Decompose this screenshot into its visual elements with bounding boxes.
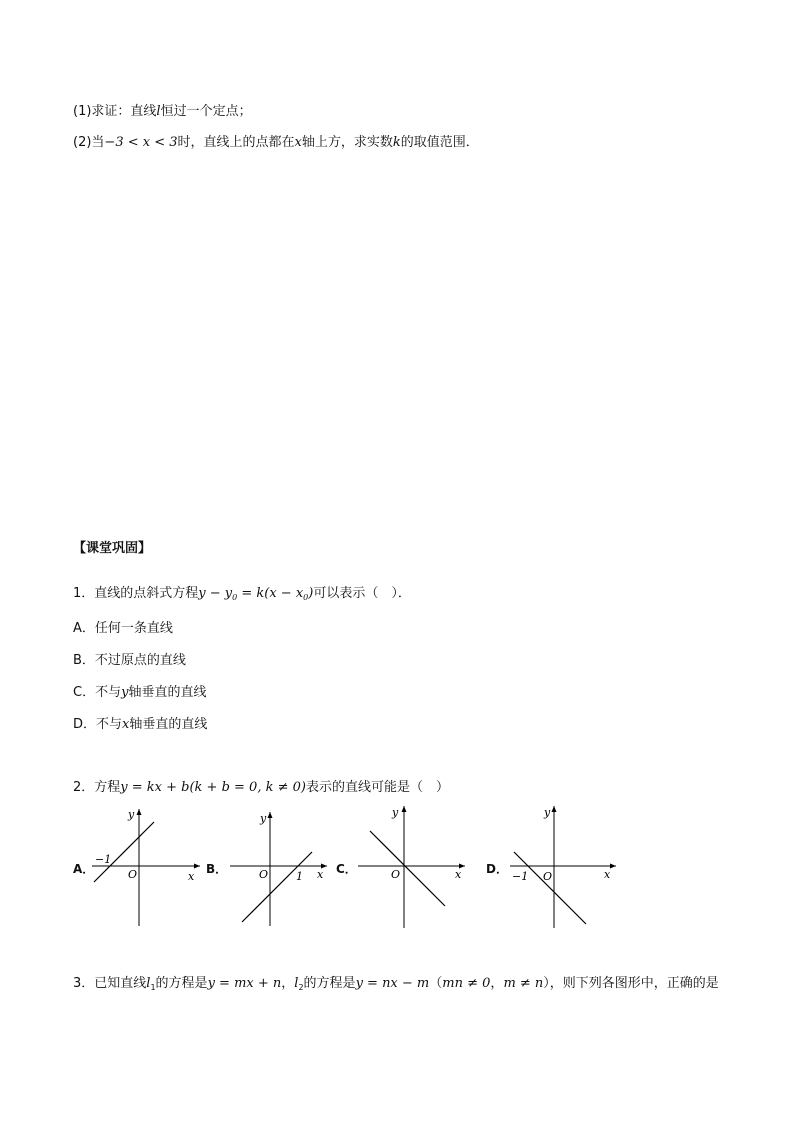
q2-equation: y = kx + b(k + b = 0, k ≠ 0) xyxy=(120,780,306,795)
q2-graph-a-label[interactable]: A． xyxy=(73,862,95,876)
graph-b-x-label: x xyxy=(317,868,324,881)
q1-stem-b: 可以表示（ ）． xyxy=(313,586,411,601)
part2-line xyxy=(73,134,479,152)
graph-c-y-arrow-icon xyxy=(402,806,407,812)
q3-text-e: （ xyxy=(429,976,443,991)
graph-c-y-label: y xyxy=(392,806,399,819)
q1-eq-sub0: 0 xyxy=(232,593,238,602)
part1-var: l xyxy=(156,104,161,119)
q3-text-c: ， xyxy=(281,976,295,991)
q1-eq-b: = k(x − x xyxy=(237,586,304,601)
q1-option-c-label: C． xyxy=(73,685,96,700)
q3-cond2: m ≠ n xyxy=(503,976,544,991)
graph-d-line xyxy=(514,852,586,924)
graph-d-x-arrow-icon xyxy=(610,864,616,869)
graph-d-x-label: x xyxy=(604,868,611,881)
q1-option-d-tail: 轴垂直的直线 xyxy=(129,717,208,732)
part2-mid: 时，直线上的点都在 xyxy=(177,135,295,150)
section-title: 【课堂巩固】 xyxy=(73,541,152,556)
part2-axis: x xyxy=(294,135,302,150)
q2-graph-b[interactable] xyxy=(226,804,331,929)
q2-graph-c[interactable] xyxy=(354,804,469,929)
q2-graph-b-label[interactable]: B． xyxy=(206,862,228,876)
q3-cond1: mn ≠ 0 xyxy=(442,976,491,991)
graph-a-origin: O xyxy=(128,868,138,881)
graph-b-origin: O xyxy=(259,868,269,881)
q3-text-b: 的方程是 xyxy=(155,976,208,991)
part1-line xyxy=(73,103,252,121)
part2-condition: −3 < x < 3 xyxy=(104,135,178,150)
graph-a-x-label: x xyxy=(188,870,195,883)
q2-graph-a[interactable] xyxy=(88,804,203,929)
q1-option-b-label: B． xyxy=(73,653,95,668)
part1-prefix: (1)求证：直线 xyxy=(73,104,157,119)
graph-d-y-label: y xyxy=(544,806,551,819)
q1-eq xyxy=(198,586,313,601)
q1-option-b-text: 不过原点的直线 xyxy=(94,653,186,668)
graph-d-origin: O xyxy=(543,870,553,883)
graph-d-minus-one: −1 xyxy=(512,870,529,883)
q3-text-f: ， xyxy=(490,976,504,991)
q1-option-c[interactable] xyxy=(73,684,206,702)
q3-stem xyxy=(73,975,719,997)
q1-option-d-label: D． xyxy=(73,717,97,732)
q3-l1-sub: 1 xyxy=(150,983,156,992)
graph-b-one: 1 xyxy=(296,870,303,883)
graph-c-x-label: x xyxy=(455,868,462,881)
q3-l1: l xyxy=(146,976,151,991)
graph-a-line xyxy=(94,822,154,882)
q1-option-c-var: y xyxy=(121,685,129,700)
graph-a-y-arrow-icon xyxy=(137,809,142,815)
q1-eq-sub1: 0 xyxy=(303,593,309,602)
q3-text-d: 的方程是 xyxy=(303,976,356,991)
q3-text-a: 3．已知直线 xyxy=(73,976,147,991)
q1-option-a-text: 任何一条直线 xyxy=(94,621,173,636)
graph-c-line xyxy=(370,831,445,906)
q1-option-a-label: A． xyxy=(73,621,95,636)
part1-suffix: 恒过一个定点； xyxy=(160,104,252,119)
q3-l2-sub: 2 xyxy=(298,983,304,992)
part2-prefix: (2)当 xyxy=(73,135,105,150)
q1-option-d-var: x xyxy=(122,717,130,732)
graph-b-y-label: y xyxy=(260,812,267,825)
q2-stem-b: 表示的直线可能是（ ） xyxy=(305,780,449,795)
graph-b-line xyxy=(242,852,312,922)
q3-eq2: y = nx − m xyxy=(355,976,430,991)
q3-text-g: ），则下列各图形中，正确的是 xyxy=(543,976,719,991)
q1-option-d[interactable] xyxy=(73,716,207,734)
graph-a-x-arrow-icon xyxy=(194,864,200,869)
q1-option-a[interactable] xyxy=(73,620,173,638)
q2-graph-c-label[interactable]: C． xyxy=(336,862,357,876)
part2-k: k xyxy=(392,135,401,150)
q1-eq-a: y − y xyxy=(198,586,233,601)
part2-suffix: 的取值范围． xyxy=(400,135,479,150)
q1-eq-c: ) xyxy=(308,586,314,601)
q1-option-b[interactable] xyxy=(73,652,186,670)
q2-stem xyxy=(73,779,449,797)
graph-c-origin: O xyxy=(391,868,401,881)
q3-l2: l xyxy=(294,976,299,991)
q1-stem-a: 1．直线的点斜式方程 xyxy=(73,586,199,601)
q3-eq1: y = mx + n xyxy=(207,976,282,991)
q1-option-c-tail: 轴垂直的直线 xyxy=(128,685,207,700)
q2-graph-d-label[interactable]: D． xyxy=(486,862,508,876)
q2-stem-a: 2．方程 xyxy=(73,780,121,795)
part2-mid2: 轴上方，求实数 xyxy=(301,135,393,150)
graph-a-minus-one: −1 xyxy=(95,853,112,866)
graph-a-y-label: y xyxy=(128,808,135,821)
q1-option-c-text: 不与 xyxy=(95,685,122,700)
q2-graph-d[interactable] xyxy=(506,804,621,929)
graph-b-y-arrow-icon xyxy=(268,812,273,818)
q1-stem xyxy=(73,585,411,607)
graph-d-y-arrow-icon xyxy=(552,806,557,812)
q1-option-d-text: 不与 xyxy=(96,717,123,732)
